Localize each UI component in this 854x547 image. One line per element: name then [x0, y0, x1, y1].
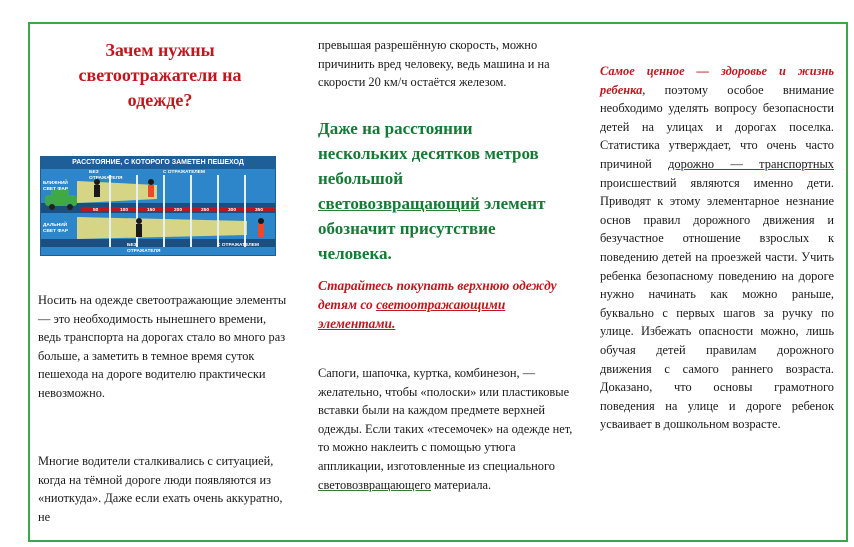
- middle-paragraph-2-part: материала.: [430, 477, 492, 492]
- tick-label: 50: [93, 208, 99, 213]
- red-callout: [318, 276, 568, 333]
- with-reflector-label-top: С ОТРАЖАТЕЛЕМ: [163, 170, 205, 175]
- right-paragraph-part: происшествий являются именно дети. Приводят к этому элементарное незнание основ правил дорожного движения и безучастное отношение взрослых к поведению детей на проезжей части. Учить ребенка безопасному поведению на дороге нужно начинать как можно раньше, буквально с первых шагов за ручку по улице. Избежать опасности можно, лишь обучая детей правилам дорожного движения с самого раннего возраста. Доказано, что основы грамотного поведения на улице и дороге ребенок усваивает в дошкольном возрасте.: [600, 175, 834, 432]
- tick-label: 150: [147, 208, 156, 213]
- right-paragraph-underlined: дорожно — транспортных: [668, 156, 834, 171]
- with-reflector-label-bottom: С ОТРАЖАТЕЛЕМ: [217, 243, 259, 248]
- without-reflector-label-bottom: БЕЗ ОТРАЖАТЕЛЯ: [127, 243, 161, 254]
- red-callout-part: Старайтесь покупать верхнюю одежду детям со: [318, 278, 557, 312]
- tick-label: 200: [174, 208, 183, 213]
- distance-infographic: [40, 156, 276, 256]
- tick-label: 100: [120, 208, 129, 213]
- tick-label: 300: [228, 208, 237, 213]
- middle-paragraph-2: [318, 364, 574, 494]
- tick-label: 250: [201, 208, 210, 213]
- right-paragraph-part: , поэтому особое внимание необходимо уделять вопросу безопасности детей на улицах и дорогах поселка. Статистика утверждает, что очень часто причиной: [600, 82, 834, 171]
- middle-paragraph-1: превышая разрешённую скорость, можно причинить вред человеку, ведь машина и на скорости 20 км/ч остаётся железом.: [318, 38, 550, 90]
- page-title: Зачем нужны светоотражатели на одежде?: [78, 40, 242, 110]
- green-headline: [318, 116, 550, 266]
- red-callout-underlined: светоотражающими элементами.: [318, 297, 506, 331]
- green-headline-underlined: световозвращающий: [318, 194, 480, 213]
- without-reflector-label-top: БЕЗ ОТРАЖАТЕЛЯ: [89, 170, 123, 181]
- far-beam-label: ДАЛЬНИЙ СВЕТ ФАР: [43, 223, 69, 234]
- right-lead: Самое ценное — здоровье и жизнь ребенка: [600, 64, 834, 97]
- left-paragraph-1: Носить на одежде светоотражающие элементы — это необходимость нынешнего времени, ведь транспорта на дорогах стало во много раз больше, а заметить в темное время суток пешехода на дороге водителю практически невозможно.: [38, 293, 287, 400]
- infographic-title: РАССТОЯНИЕ, С КОТОРОГО ЗАМЕТЕН ПЕШЕХОД: [41, 157, 275, 169]
- left-paragraph-2: Многие водители сталкивались с ситуацией, когда на тёмной дороге люди появляются из «ниоткуда». Даже если ехать очень аккуратно, не: [38, 454, 283, 524]
- tick-label: 350: [255, 208, 264, 213]
- green-headline-part: Даже на расстоянии нескольких десятков метров небольшой: [318, 119, 539, 188]
- right-paragraph: [600, 62, 834, 434]
- middle-paragraph-2-underlined: световозвращающего: [318, 477, 431, 492]
- middle-paragraph-2-part: Сапоги, шапочка, куртка, комбинезон, — желательно, чтобы «полоски» или пластиковые вставки были на каждом предмете верхней одежды. Если таких «тесемочек» на одежде нет, то можно наклеить с помощью утюга аппликации, изготовленные из специального: [318, 366, 573, 473]
- green-headline-part: элемент обозначит присутствие человека.: [318, 194, 546, 263]
- near-beam-label: БЛИЖНИЙ СВЕТ ФАР: [43, 181, 69, 192]
